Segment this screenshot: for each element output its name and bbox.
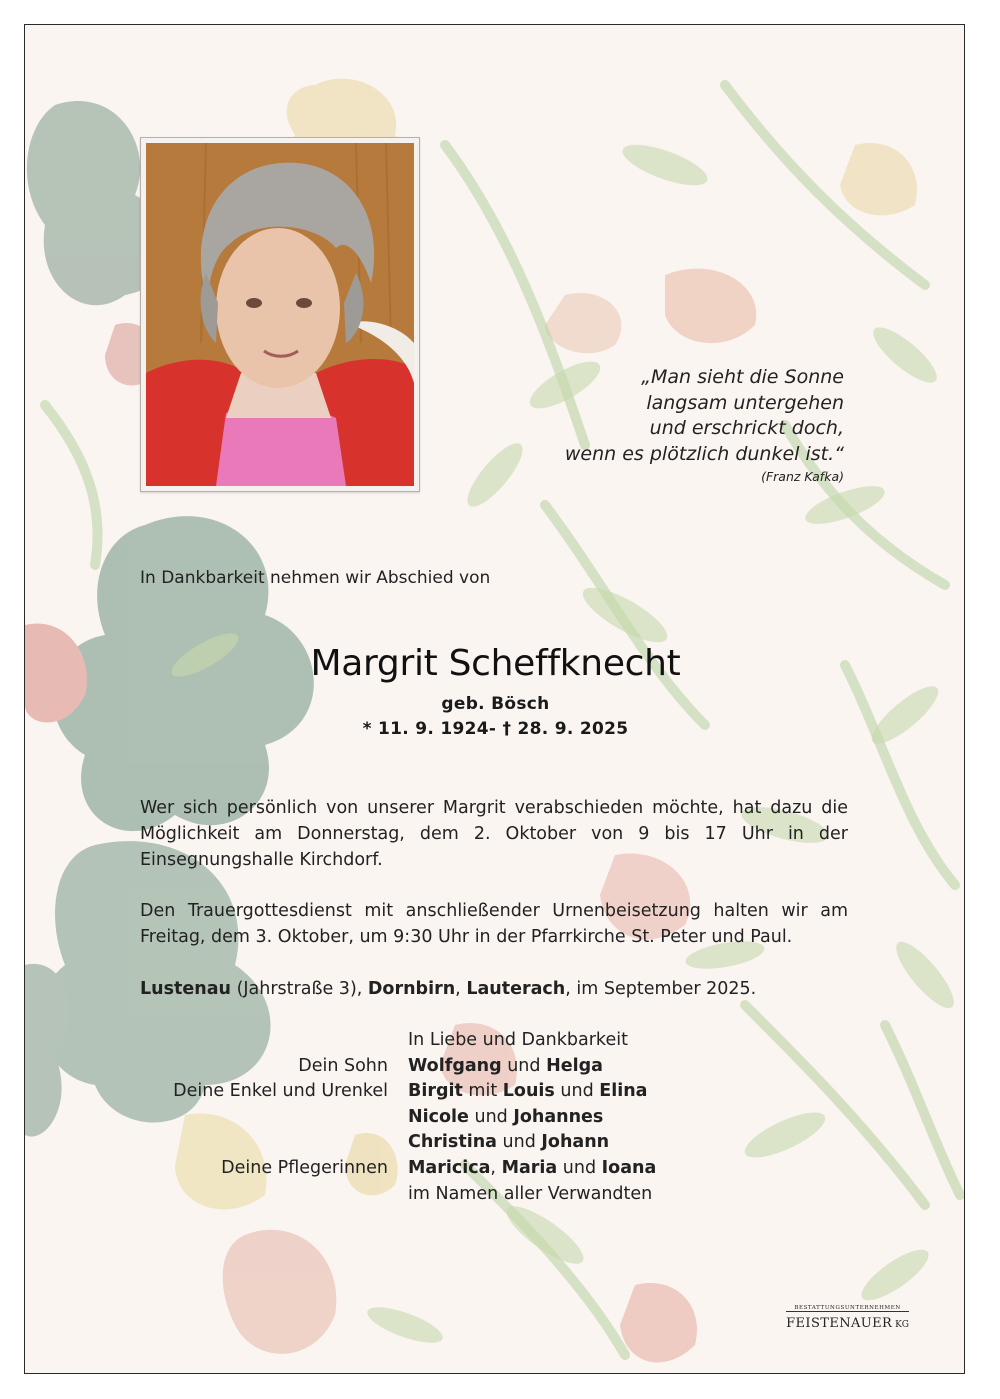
connector-text: und — [501, 1055, 547, 1076]
signature-row — [25, 1079, 965, 1105]
signature-row — [25, 1156, 965, 1182]
mourner-name: Wolfgang — [408, 1055, 502, 1076]
signature-row — [25, 1130, 965, 1156]
connector-text: und — [496, 1132, 542, 1153]
deceased-name: Margrit Scheffknecht — [310, 643, 681, 684]
maiden-name: geb. Bösch — [441, 694, 550, 714]
mourner-name: Johannes — [513, 1106, 604, 1127]
service-paragraph: Den Trauergottesdienst mit anschließender Urnenbeisetzung halten wir am Freitag, dem 3. Oktober, um 9:30 Uhr in der Pfarrkirche St. Peter und Paul. — [140, 901, 848, 947]
mourner-name: Nicole — [408, 1106, 469, 1127]
mourner-name: Maricica — [408, 1157, 491, 1178]
mourner-name: Ioana — [601, 1157, 657, 1178]
signature-row — [25, 1105, 965, 1131]
portrait-image — [146, 143, 414, 486]
mourner-name: Christina — [408, 1132, 497, 1153]
connector-text: und — [554, 1081, 600, 1102]
intro-text: In Dankbarkeit nehmen wir Abschied von — [140, 568, 491, 588]
signature-label: Deine Enkel und Urenkel — [173, 1081, 388, 1102]
place-town: Lustenau — [140, 979, 231, 999]
signature-label: Dein Sohn — [298, 1055, 388, 1076]
connector-text: und — [557, 1157, 602, 1178]
signature-row — [25, 1054, 965, 1080]
signature-closing: im Namen aller Verwandten — [408, 1183, 653, 1204]
mourner-name: Louis — [502, 1081, 555, 1102]
quote-author: (Franz Kafka) — [761, 469, 844, 484]
life-dates: * 11. 9. 1924- † 28. 9. 2025 — [362, 719, 629, 739]
logo-subtitle: BESTATTUNGSUNTERNEHMEN — [786, 1305, 909, 1312]
place-address: (Jahrstraße 3), — [231, 979, 368, 999]
signature-block — [25, 1028, 965, 1207]
place-town: Dornbirn — [367, 979, 456, 999]
viewing-paragraph: Wer sich persönlich von unserer Margrit verabschieden möchte, hat dazu die Möglichkeit am Donnerstag, dem 2. Oktober von 9 bis 17 Uhr in der Einsegnungshalle Kirchdorf. — [140, 798, 848, 870]
place-separator: , — [455, 979, 467, 999]
signature-opening: In Liebe und Dankbarkeit — [408, 1030, 628, 1050]
mourner-name: Birgit — [408, 1081, 463, 1102]
quote-line: „Man sieht die Sonne — [641, 366, 844, 388]
place-town: Lauterach — [466, 979, 566, 999]
mourner-name: Maria — [501, 1157, 558, 1178]
connector-text: , — [490, 1157, 502, 1178]
quote-line: langsam untergehen — [646, 391, 844, 414]
signature-label: Deine Pflegerinnen — [221, 1157, 388, 1178]
mourner-name: Helga — [546, 1055, 603, 1076]
funeral-home-logo — [786, 1305, 909, 1331]
logo-suffix: KG — [892, 1320, 909, 1330]
signature-row — [25, 1182, 965, 1208]
place-date: , im September 2025. — [565, 979, 757, 999]
mourner-name: Elina — [599, 1081, 648, 1102]
signature-row — [25, 1028, 965, 1054]
obituary-card — [24, 24, 965, 1374]
connector-text: und — [468, 1106, 514, 1127]
quote-line: und erschrickt doch, — [649, 417, 844, 439]
quote-block — [484, 365, 844, 487]
logo-name: FEISTENAUER — [786, 1316, 893, 1331]
quote-line: wenn es plötzlich dunkel ist.“ — [564, 442, 844, 465]
place-date-line — [140, 976, 848, 1002]
mourner-name: Johann — [541, 1132, 610, 1153]
connector-text: mit — [462, 1081, 503, 1102]
portrait-photo — [140, 137, 420, 492]
